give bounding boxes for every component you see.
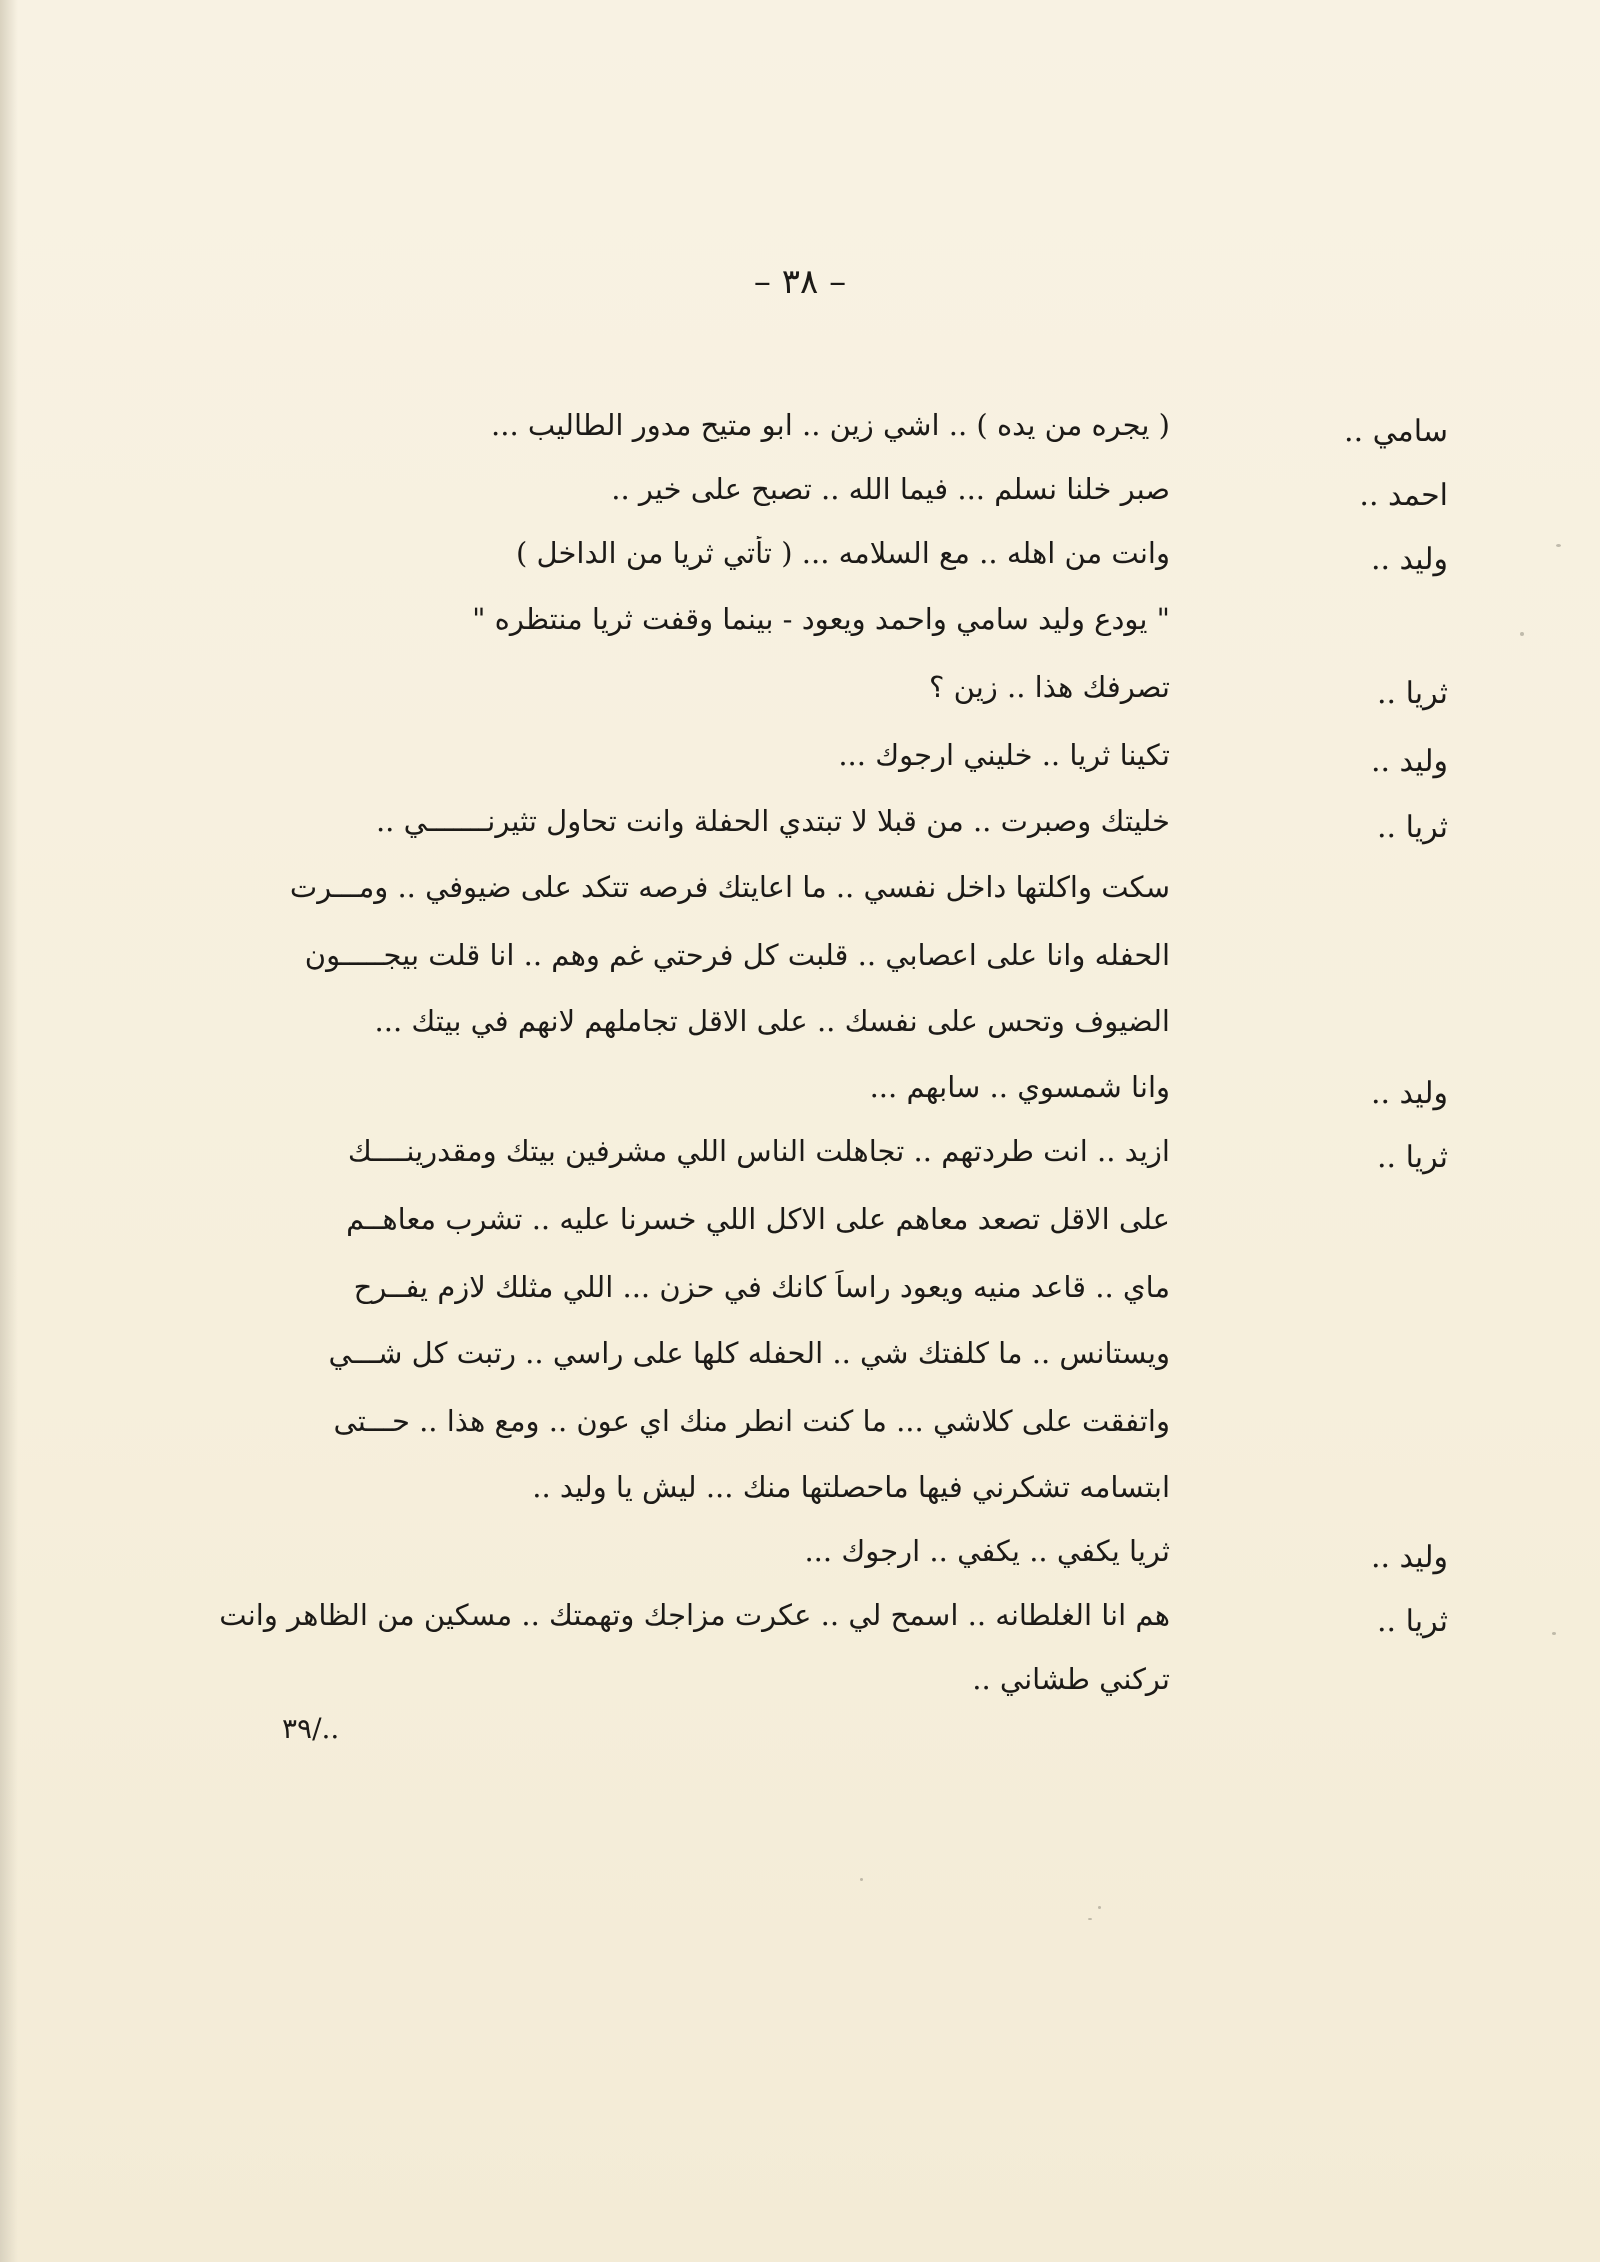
paper-speck (1098, 1906, 1101, 1909)
speaker-label: وليد .. (1370, 1076, 1448, 1111)
dialogue-text: ثريا يكفي .. يكفي .. ارجوك ... (804, 1534, 1170, 1568)
paper-speck (1552, 1632, 1556, 1635)
dialogue-text: ابتسامه تشكرني فيها ماحصلتها منك ... ليش يا وليد .. (532, 1470, 1170, 1504)
dialogue-text: تصرفك هذا .. زين ؟ (929, 670, 1170, 704)
dialogue-text: ازيد .. انت طردتهم .. تجاهلت الناس اللي مشرفين بيتك ومقدرينــــك (347, 1134, 1170, 1168)
script-line (0, 602, 1600, 662)
script-line (0, 738, 1600, 798)
paper-speck (1088, 1918, 1092, 1920)
script-line (0, 536, 1600, 596)
script-line (0, 938, 1600, 998)
dialogue-text: الضيوف وتحس على نفسك .. على الاقل تجاملهم لانهم في بيتك ... (374, 1004, 1170, 1038)
page-number: – ٣٨ – (753, 262, 847, 302)
script-line (0, 670, 1600, 730)
speaker-label: ثريا .. (1376, 810, 1448, 845)
script-line (0, 1134, 1600, 1194)
paper-speck (1520, 632, 1524, 636)
script-line (0, 1202, 1600, 1262)
speaker-label: ثريا .. (1376, 1604, 1448, 1639)
dialogue-text: واتفقت على كلاشي ... ما كنت انطر منك اي عون .. ومع هذا .. حـــتى (333, 1404, 1170, 1438)
script-line (0, 1662, 1600, 1722)
dialogue-text: وانت من اهله .. مع السلامه ... ( تأتي ثريا من الداخل ) (516, 536, 1170, 570)
script-line (0, 804, 1600, 864)
dialogue-text: سكت واكلتها داخل نفسي .. ما اعايتك فرصه تتكد على ضيوفي .. ومـــرت (289, 870, 1170, 904)
script-line (0, 870, 1600, 930)
dialogue-text: تكينا ثريا .. خليني ارجوك ... (838, 738, 1170, 772)
stage-direction: " يودع وليد سامي واحمد ويعود - بينما وقفت ثريا منتظره " (472, 602, 1170, 636)
dialogue-text: هم انا الغلطانه .. اسمح لي .. عكرت مزاجك وتهمتك .. مسكين من الظاهر وانت (219, 1598, 1170, 1632)
script-line (0, 1070, 1600, 1130)
dialogue-text: على الاقل تصعد معاهم على الاكل اللي خسرنا عليه .. تشرب معاهــم (346, 1202, 1170, 1236)
dialogue-text: الحفله وانا على اعصابي .. قلبت كل فرحتي غم وهم .. انا قلت بيجـــــون (304, 938, 1170, 972)
speaker-label: سامي .. (1344, 414, 1448, 449)
dialogue-text: ويستانس .. ما كلفتك شي .. الحفله كلها على راسي .. رتبت كل شـــي (328, 1336, 1170, 1370)
script-line (0, 1598, 1600, 1658)
footer-page-ref: ٣٩/.. (282, 1712, 340, 1745)
speaker-label: ثريا .. (1376, 1140, 1448, 1175)
page-edge-shadow (0, 0, 18, 2262)
speaker-label: احمد .. (1359, 478, 1448, 513)
paper-speck (1556, 544, 1561, 547)
dialogue-text: ( يجره من يده ) .. اشي زين .. ابو متيح مدور الطاليب ... (491, 408, 1170, 442)
script-line (0, 1404, 1600, 1464)
dialogue-text: ماي .. قاعد منيه ويعود راساً كانك في حزن ... اللي مثلك لازم يفــرح (353, 1270, 1170, 1304)
script-line (0, 472, 1600, 532)
speaker-label: وليد .. (1370, 744, 1448, 779)
script-line (0, 1470, 1600, 1530)
dialogue-text: خليتك وصبرت .. من قبلا لا تبتدي الحفلة وانت تحاول تثيرنـــــــي .. (375, 804, 1170, 838)
speaker-label: ثريا .. (1376, 676, 1448, 711)
dialogue-text: وانا شمسوي .. سابهم ... (869, 1070, 1170, 1104)
dialogue-text: صبر خلنا نسلم ... فيما الله .. تصبح على خير .. (611, 472, 1170, 506)
script-line (0, 1336, 1600, 1396)
dialogue-text: تركني طشاني .. (972, 1662, 1170, 1696)
speaker-label: وليد .. (1370, 542, 1448, 577)
script-line (0, 1004, 1600, 1064)
script-line (0, 1534, 1600, 1594)
speaker-label: وليد .. (1370, 1540, 1448, 1575)
script-line (0, 408, 1600, 468)
script-line (0, 1270, 1600, 1330)
paper-speck (860, 1878, 863, 1881)
